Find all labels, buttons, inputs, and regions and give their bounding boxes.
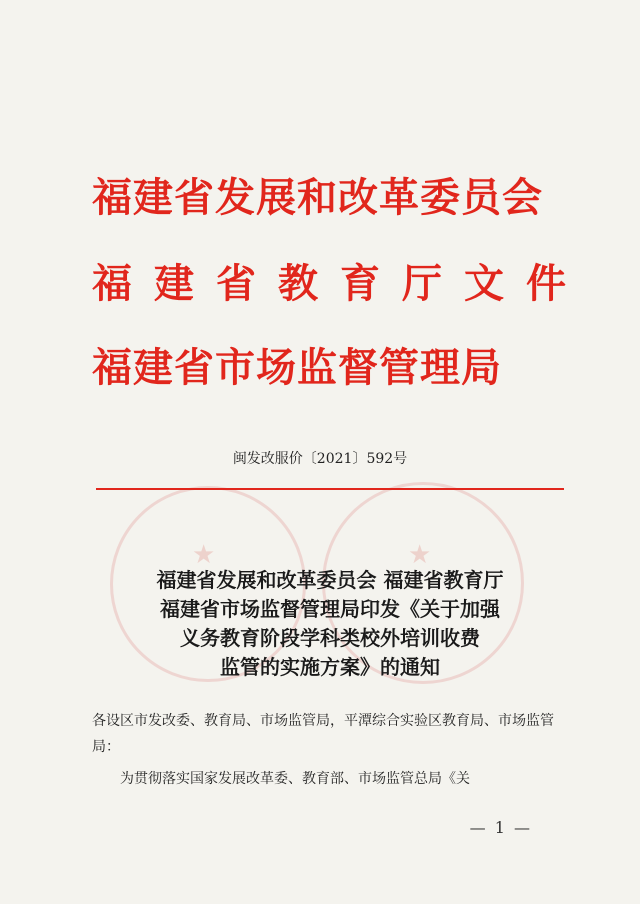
- stamp-bleed-left-star-icon: ★: [192, 540, 216, 570]
- title-line-3: 义务教育阶段学科类校外培训收费: [180, 626, 480, 650]
- body-paragraph-1: 为贯彻落实国家发展改革委、教育部、市场监管总局《关: [120, 771, 470, 787]
- document-title: [60, 566, 600, 682]
- title-line-4: 监管的实施方案》的通知: [220, 655, 440, 679]
- issuer-header-line-2: 福建省教育厅文件: [92, 261, 588, 307]
- issuer-header-line-3: 福建省市场监督管理局: [92, 345, 502, 391]
- red-divider-line: [96, 488, 564, 490]
- stamp-bleed-right-star-icon: ★: [408, 540, 432, 570]
- page-number: — 1 —: [469, 818, 532, 837]
- recipients-paragraph: 各设区市发改委、教育局、市场监管局，平潭综合实验区教育局、市场监管局：: [92, 713, 554, 755]
- document-number: 闽发改服价〔2021〕592号: [232, 451, 408, 467]
- title-line-2: 福建省市场监督管理局印发《关于加强: [160, 597, 500, 621]
- title-line-1: 福建省发展和改革委员会 福建省教育厅: [156, 568, 504, 592]
- issuer-header-line-1: 福建省发展和改革委员会: [92, 175, 543, 221]
